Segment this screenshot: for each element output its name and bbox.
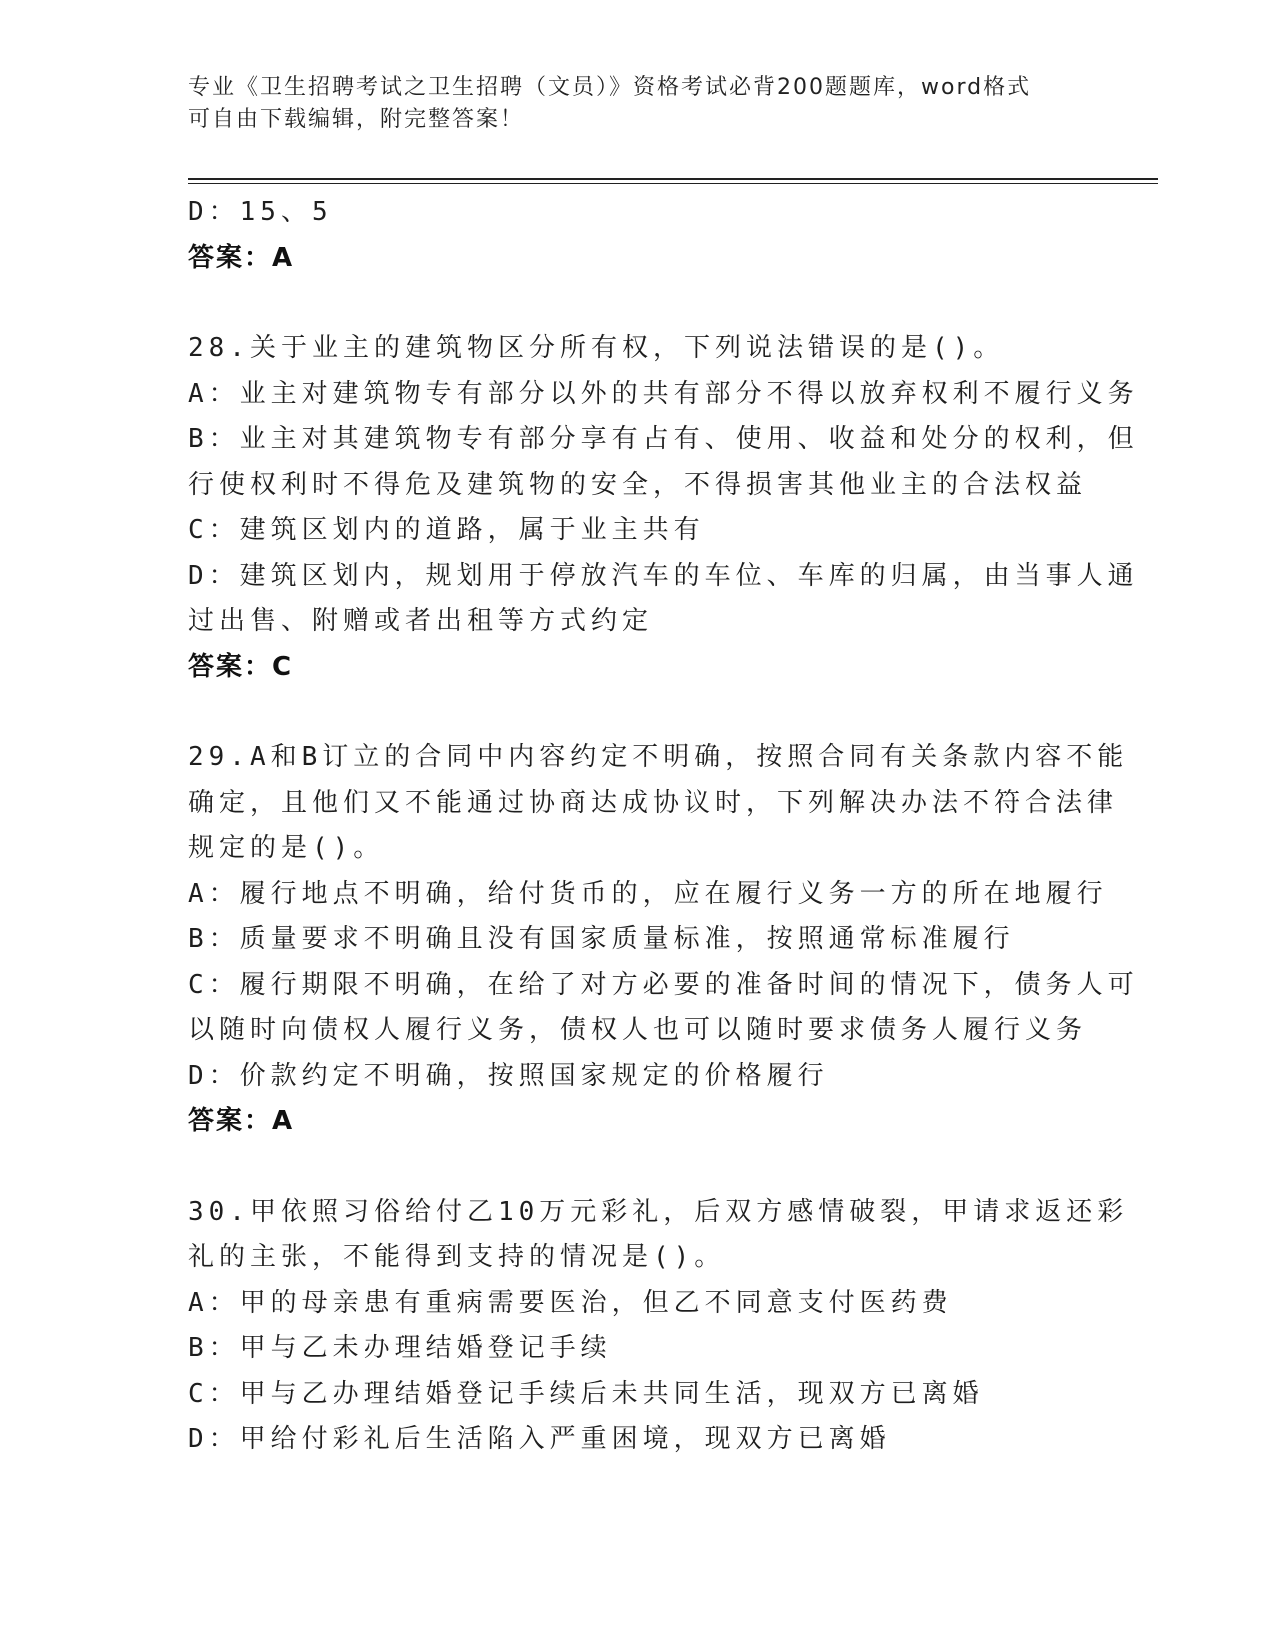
option-c: C：履行期限不明确，在给了对方必要的准备时间的情况下，债务人可 (188, 969, 1139, 1000)
option-b: B：质量要求不明确且没有国家质量标准，按照通常标准履行 (188, 924, 1015, 954)
document-header (188, 72, 1068, 136)
option-d-continued: 过出售、附赠或者出租等方式约定 (188, 606, 654, 636)
question-stem: 28.关于业主的建筑物区分所有权，下列说法错误的是()。 (188, 333, 1005, 363)
question-stem: 30.甲依照习俗给付乙10万元彩礼，后双方感情破裂，甲请求返还彩 (188, 1196, 1129, 1227)
option-b: B：甲与乙未办理结婚登记手续 (188, 1333, 612, 1363)
option-b: B：业主对其建筑物专有部分享有占有、使用、收益和处分的权利，但 (188, 424, 1139, 454)
question-28 (188, 326, 1139, 690)
question-stem-continued: 礼的主张，不能得到支持的情况是()。 (188, 1242, 726, 1272)
option-a: A：甲的母亲患有重病需要医治，但乙不同意支付医药费 (188, 1287, 953, 1318)
option-a: A：业主对建筑物专有部分以外的共有部分不得以放弃权利不履行义务 (188, 378, 1139, 409)
spacer (188, 1145, 1088, 1190)
question-stem-continued: 规定的是()。 (188, 833, 385, 863)
option-c: C：建筑区划内的道路，属于业主共有 (188, 515, 705, 545)
document-body (188, 190, 1139, 1463)
option-d: D：价款约定不明确，按照国家规定的价格履行 (188, 1060, 829, 1091)
header-divider-thin (188, 183, 1158, 184)
answer-line: 答案：A (188, 1106, 295, 1136)
question-stem: 29.A和B订立的合同中内容约定不明确，按照合同有关条款内容不能 (188, 742, 1129, 772)
header-divider-thick (188, 178, 1158, 180)
previous-question-tail (188, 190, 1088, 281)
option-b-continued: 行使权利时不得危及建筑物的安全，不得损害其他业主的合法权益 (188, 469, 1088, 500)
header-line-1: 专业《卫生招聘考试之卫生招聘（文员）》资格考试必背200题题库，word格式 (188, 75, 1032, 100)
spacer (188, 281, 1088, 326)
option-d: D：15、5 (188, 197, 333, 227)
answer-line: 答案：C (188, 651, 294, 682)
option-a: A：履行地点不明确，给付货币的，应在履行义务一方的所在地履行 (188, 878, 1108, 909)
spacer (188, 690, 1088, 735)
header-line-2: 可自由下载编辑，附完整答案！ (188, 107, 525, 132)
question-30 (188, 1190, 1129, 1463)
question-29 (188, 735, 1139, 1145)
question-stem-continued: 确定，且他们又不能通过协商达成协议时，下列解决办法不符合法律 (188, 787, 1119, 818)
answer-line: 答案：A (188, 242, 295, 273)
option-c: C：甲与乙办理结婚登记手续后未共同生活，现双方已离婚 (188, 1378, 984, 1409)
option-c-continued: 以随时向债权人履行义务，债权人也可以随时要求债务人履行义务 (188, 1015, 1088, 1045)
option-d: D：甲给付彩礼后生活陷入严重困境，现双方已离婚 (188, 1424, 891, 1454)
option-d: D：建筑区划内，规划用于停放汽车的车位、车库的归属，由当事人通 (188, 560, 1139, 591)
